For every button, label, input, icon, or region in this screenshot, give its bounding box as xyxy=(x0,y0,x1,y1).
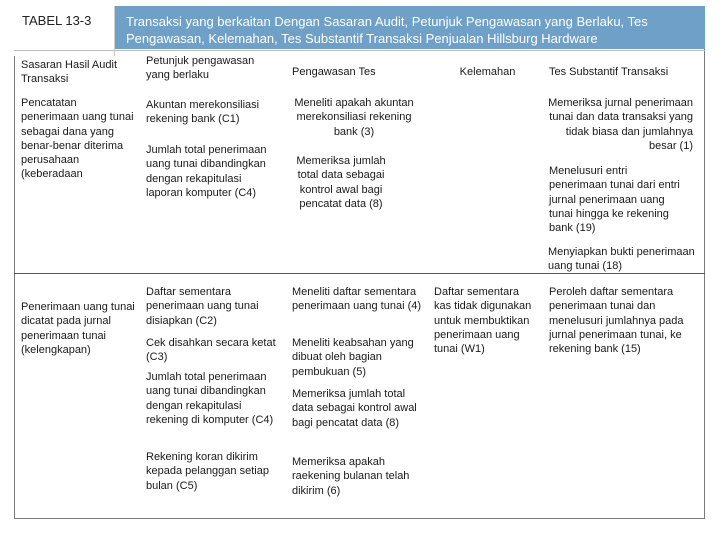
table-title: Transaksi yang berkaitan Dengan Sasaran Audit, Petunjuk Pengawasan yang Berlaku, Tes Pengawasan, Kelemahan, Tes Substantif Transaksi Penjualan Hillsburg Hardware xyxy=(126,14,648,46)
header-tes-substantif: Tes Substantif Transaksi xyxy=(549,66,669,78)
row1-petunjuk-1: Akuntan merekonsiliasi rekening bank (C1) xyxy=(146,99,260,126)
header-sasaran: Sasaran Hasil Audit Transaksi xyxy=(21,59,117,85)
row2-kelemahan-1: Daftar sementara kas tidak digunakan untuk membuktikan penerimaan uang tunai (W1) xyxy=(434,286,532,356)
row2-tes-3: Memeriksa jumlah total data sebagai kontrol awal bagi pencatat data (8) xyxy=(292,388,417,429)
row2-petunjuk-4: Rekening koran dikirim kepada pelanggan setiap bulan (C5) xyxy=(146,451,269,492)
row2-petunjuk-2: Cek disahkan secara ketat (C3) xyxy=(146,337,276,364)
header-pengawasan-tes: Pengawasan Tes xyxy=(292,66,376,78)
row2-tes-1: Meneliti daftar sementara penerimaan uang tunai (4) xyxy=(292,286,422,313)
row2-petunjuk-1: Daftar sementara penerimaan uang tunai disiapkan (C2) xyxy=(146,286,259,327)
header-kelemahan: Kelemahan xyxy=(459,66,516,78)
row1-substantif-3: Menyiapkan bukti penerimaan uang tunai (18) xyxy=(548,246,695,273)
row1-sasaran: Pencatatan penerimaan uang tunai sebagai dana yang benar-benar diterima perusahaan (keberadaan xyxy=(21,97,134,181)
row1-petunjuk-2: Jumlah total penerimaan uang tunai dibandingkan dengan rekapitulasi laporan komputer (C4) xyxy=(146,144,267,199)
row1-substantif-1: Memeriksa jurnal penerimaan tunai dan data transaksi yang tidak biasa dan jumlahnya besar (1) xyxy=(548,97,693,152)
table-number-cell xyxy=(14,6,115,56)
header-petunjuk: Petunjuk pengawasan yang berlaku xyxy=(146,55,255,81)
row2-sasaran: Penerimaan uang tunai dicatat pada jurnal penerimaan tunai (kelengkapan) xyxy=(21,301,135,356)
row2-tes-2: Meneliti keabsahan yang dibuat oleh bagian pembukuan (5) xyxy=(292,337,414,378)
table-number: TABEL 13-3 xyxy=(22,13,92,28)
row-divider xyxy=(14,273,705,274)
row1-substantif-2: Menelusuri entri penerimaan tunai dari entri jurnal penerimaan uang tunai hingga ke rekening bank (19) xyxy=(549,165,680,235)
row2-substantif-1: Peroleh daftar sementara penerimaan tunai dan menelusuri jumlahnya pada jurnal penerimaan tunai, ke rekening bank (15) xyxy=(549,286,684,356)
table-title-bar xyxy=(115,6,705,49)
row2-tes-4: Memeriksa apakah raekening bulanan telah dikirim (6) xyxy=(292,456,410,497)
header-rule xyxy=(14,50,705,51)
row2-petunjuk-3: Jumlah total penerimaan uang tunai dibandingkan dengan rekapitulasi rekening di komputer (C4) xyxy=(146,371,274,426)
row1-tes-1: Meneliti apakah akuntan merekonsiliasi rekening bank (3) xyxy=(294,97,414,138)
row1-tes-2: Memeriksa jumlah total data sebagai kontrol awal bagi pencatat data (8) xyxy=(296,155,386,210)
